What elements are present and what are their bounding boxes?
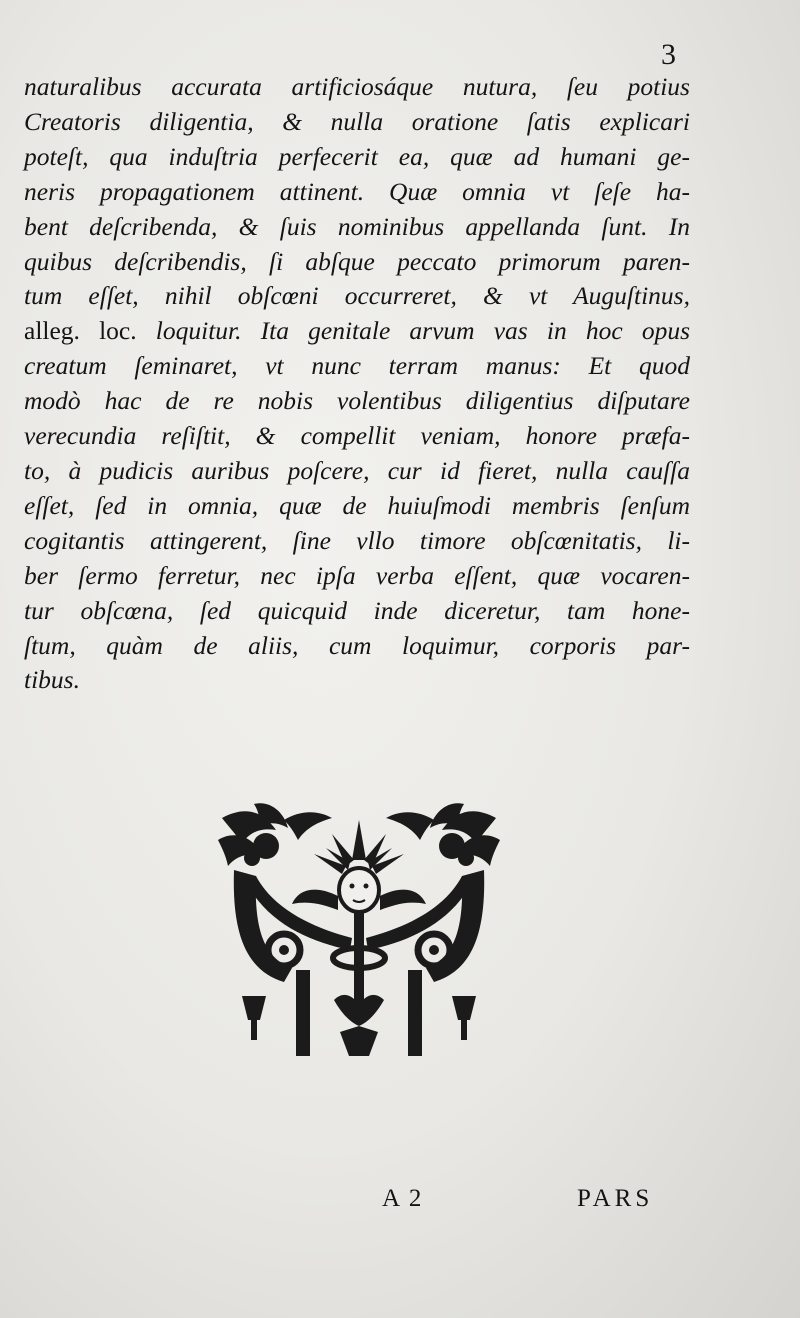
text-line-8-italic: loquitur. Ita genitale arvum vas in hoc opus — [136, 316, 691, 346]
text-line-5: bent deſcribenda, & ſuis nominibus appellanda ſunt. In — [24, 211, 690, 241]
text-line-2: Creatoris diligentia, & nulla oratione ſatis explicari — [24, 106, 690, 136]
text-line-15: ber ſermo ferretur, nec ipſa verba eſſent, quæ vocaren- — [24, 560, 690, 590]
page-number: 3 — [661, 38, 676, 71]
text-line-11: verecundia reſiſtit, & compellit veniam, honore præfa- — [24, 421, 690, 451]
page-body-text — [24, 70, 690, 698]
woodcut-ornament-icon — [214, 800, 504, 1065]
text-line-9: creatum ſeminaret, vt nunc terram manus: Et quod — [24, 351, 690, 381]
text-line-8-upright: alleg. loc. — [24, 316, 137, 346]
text-line-10: modò hac de re nobis volentibus diligentius diſputare — [24, 386, 690, 416]
text-line-8 — [24, 314, 690, 349]
text-line-4: neris propagationem attinent. Quæ omnia vt ſeſe ha- — [24, 176, 690, 206]
text-line-3: poteſt, qua induſtria perfecerit ea, quæ ad humani ge- — [24, 141, 690, 171]
catchword: PARS — [577, 1185, 654, 1212]
text-line-13: eſſet, ſed in omnia, quæ de huiuſmodi membris ſenſum — [24, 490, 690, 520]
signature-mark: A 2 — [382, 1185, 424, 1212]
text-line-12: to, à pudicis auribus poſcere, cur id fieret, nulla cauſſa — [24, 455, 690, 485]
text-line-1: naturalibus accurata artificiosáque nutura, ſeu potius — [24, 72, 690, 101]
text-line-7: tum eſſet, nihil obſcœni occurreret, & vt Auguſtinus, — [24, 281, 690, 311]
text-line-6: quibus deſcribendis, ſi abſque peccato primorum paren- — [24, 246, 690, 276]
text-line-17: ſtum, quàm de aliis, cum loquimur, corporis par- — [24, 630, 690, 660]
text-line-18: tibus. — [24, 665, 80, 695]
text-line-16: tur obſcœna, ſed quicquid inde diceretur, tam hone- — [24, 595, 690, 625]
text-line-14: cogitantis attingerent, ſine vllo timore obſcœnitatis, li- — [24, 525, 690, 555]
